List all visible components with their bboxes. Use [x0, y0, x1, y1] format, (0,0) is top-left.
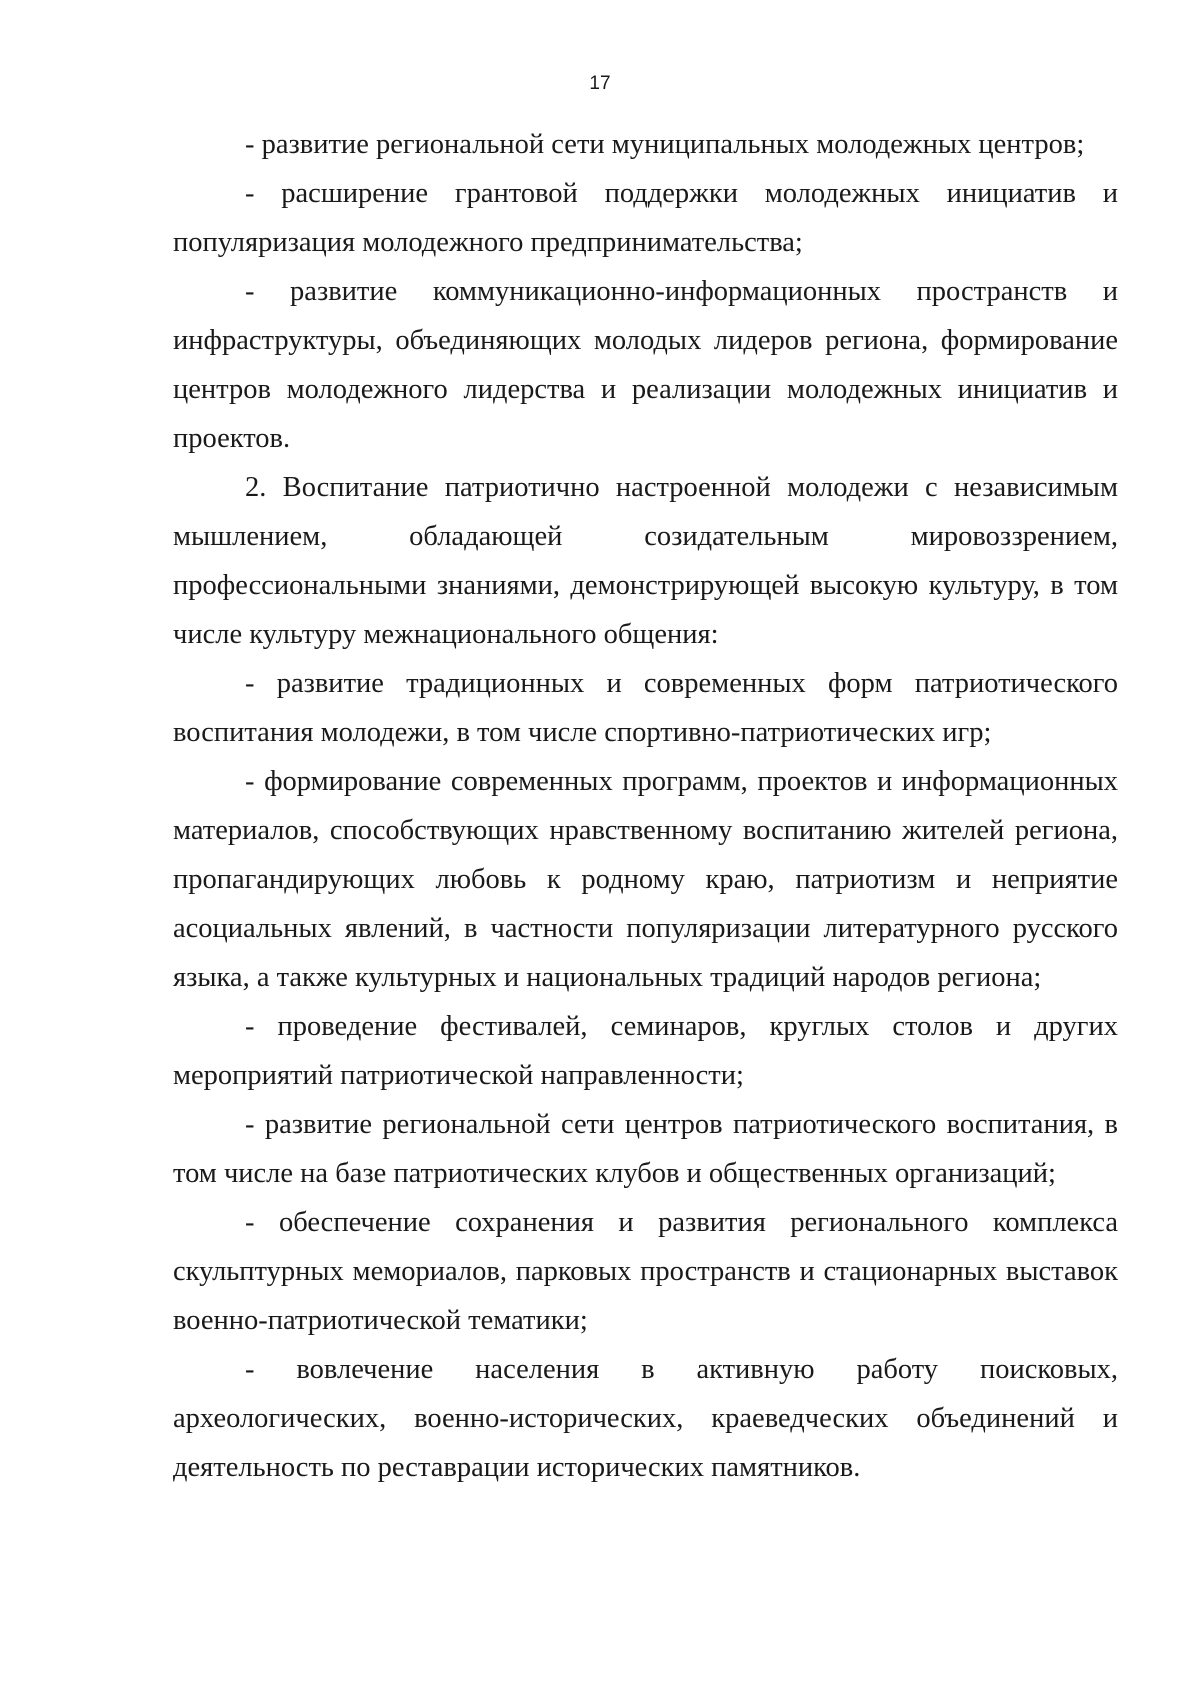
- paragraph-regional-youth-centers: - развитие региональной сети муниципальных молодежных центров;: [245, 129, 1085, 160]
- paragraph-patriotic-centers-network: - развитие региональной сети центров патриотического воспитания, в том числе на базе патриотических клубов и общественных организаций;: [173, 1109, 1118, 1189]
- page-number: 17: [589, 73, 611, 94]
- paragraph-festivals-seminars: - проведение фестивалей, семинаров, круглых столов и других мероприятий патриотической направленности;: [173, 1011, 1118, 1091]
- paragraph-memorials-preservation: - обеспечение сохранения и развития регионального комплекса скульптурных мемориалов, парковых пространств и стационарных выставок военно-патриотической тематики;: [173, 1207, 1118, 1336]
- paragraph-communication-spaces: - развитие коммуникационно-информационных пространств и инфраструктуры, объединяющих молодых лидеров региона, формирование центров молодежного лидерства и реализации молодежных инициатив и проектов.: [173, 276, 1118, 454]
- paragraph-patriotic-education-heading: 2. Воспитание патриотично настроенной молодежи с независимым мышлением, обладающей созидательным мировоззрением, профессиональными знаниями, демонстрирующей высокую культуру, в том числе культуру межнационального общения:: [173, 472, 1118, 650]
- paragraph-patriotic-forms: - развитие традиционных и современных форм патриотического воспитания молодежи, в том числе спортивно-патриотических игр;: [173, 668, 1118, 748]
- paragraph-programs-projects: - формирование современных программ, проектов и информационных материалов, способствующих нравственному воспитанию жителей региона, пропагандирующих любовь к родному краю, патриотизм и неприятие асоциальных явлений, в частности популяризации литературного русского языка, а также культурных и национальных традиций народов региона;: [173, 766, 1118, 993]
- document-body: [173, 120, 1118, 1492]
- paragraph-search-associations: - вовлечение населения в активную работу поисковых, археологических, военно-исторических, краеведческих объединений и деятельность по реставрации исторических памятников.: [173, 1354, 1118, 1483]
- paragraph-grant-support: - расширение грантовой поддержки молодежных инициатив и популяризация молодежного предпринимательства;: [173, 178, 1118, 258]
